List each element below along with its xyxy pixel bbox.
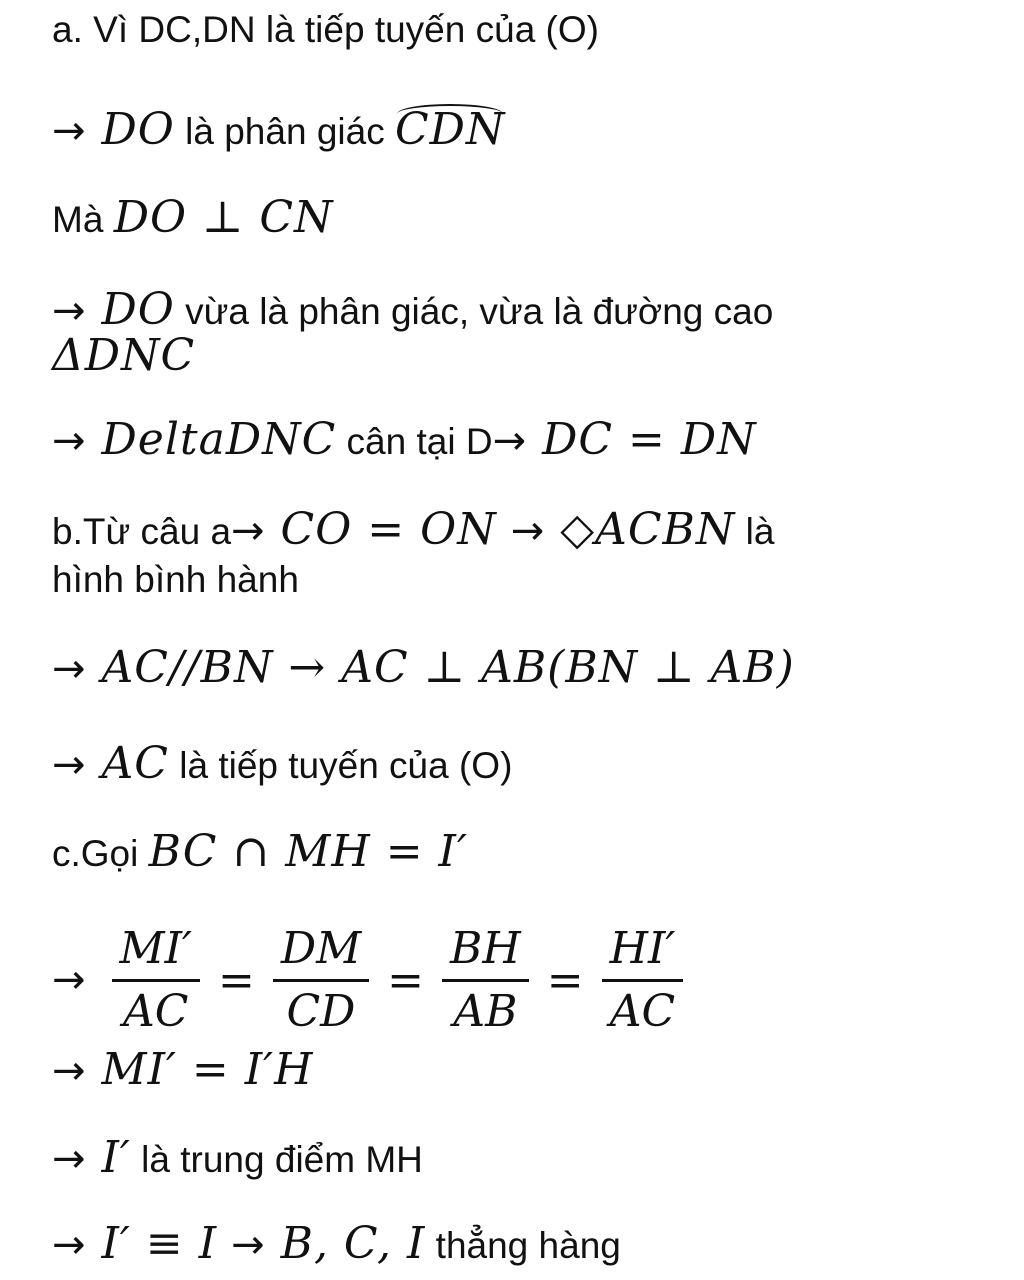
denominator: AB — [453, 985, 518, 1037]
fraction-bar — [442, 979, 529, 982]
line-ac-tangent — [52, 738, 513, 789]
line-parallelogram — [52, 558, 299, 602]
math-do: DO — [101, 284, 175, 335]
math-b-c-i: B, C, I — [280, 1218, 426, 1269]
line-text: a. Vì DC,DN là tiếp tuyến của (O) — [52, 9, 599, 50]
line-bisector-altitude — [52, 284, 774, 335]
line-b-intro — [52, 504, 775, 555]
arrow-icon: → — [52, 957, 86, 1003]
line-collinear — [52, 1218, 621, 1269]
numerator: HI′ — [609, 922, 676, 974]
line-text: vừa là phân giác, vừa là đường cao — [174, 291, 774, 332]
math-i-prime: I′ — [101, 1132, 131, 1183]
denominator: AC — [609, 985, 676, 1037]
line-text: là — [735, 511, 775, 552]
arrow-icon: → — [510, 508, 545, 554]
line-text: hình bình hành — [52, 559, 299, 600]
math-dc-eq-dn: DC = DN — [542, 414, 757, 465]
arrow-icon: → — [52, 108, 86, 154]
denominator: CD — [286, 985, 356, 1037]
arrow-icon: → — [52, 742, 86, 788]
angle-cdn: CDN — [394, 104, 506, 155]
line-triangle-dnc — [52, 330, 196, 381]
math-do-perp-cn: DO ⊥ CN — [113, 192, 334, 243]
math-triangle-dnc: ΔDNC — [52, 330, 196, 381]
line-perpendicular — [52, 192, 334, 243]
arrow-icon: → — [52, 646, 86, 692]
line-text: cân tại D — [336, 421, 493, 462]
line-fraction-equality — [52, 918, 693, 1042]
math-i-equiv-i: I′ ≡ I — [101, 1218, 218, 1269]
numerator: MI′ — [119, 922, 192, 974]
line-mi-eq-ih — [52, 1044, 314, 1095]
math-ac-bn: AC//BN → AC ⊥ AB(BN ⊥ AB) — [101, 642, 795, 693]
fraction-mi-ac — [112, 923, 200, 1038]
arrow-icon: → — [492, 418, 527, 464]
math-bc-cap-mh: BC ∩ MH = I′ — [148, 826, 468, 877]
fraction-bar — [602, 979, 684, 982]
line-text: là trung điểm MH — [130, 1139, 423, 1180]
equals-sign: = — [546, 954, 584, 1006]
line-do-bisector — [52, 104, 506, 155]
fraction-hi-ac — [602, 923, 684, 1038]
arrow-icon: → — [231, 1222, 265, 1268]
equals-sign: = — [217, 954, 255, 1006]
arrow-icon: → — [52, 1222, 86, 1268]
line-text: là phân giác — [174, 111, 395, 152]
line-c-intro — [52, 826, 468, 877]
math-co-eq-on: CO = ON — [280, 504, 497, 555]
arrow-icon: → — [52, 418, 86, 464]
numerator: DM — [280, 922, 362, 974]
line-a-intro — [52, 8, 599, 52]
fraction-bh-ab — [442, 923, 529, 1038]
line-text: c.Gọi — [52, 833, 149, 874]
line-text: thẳng hàng — [425, 1225, 621, 1266]
math-acbn: ◇ACBN — [560, 504, 736, 555]
fraction-dm-cd — [273, 923, 369, 1038]
line-midpoint — [52, 1132, 423, 1183]
fraction-bar — [112, 979, 200, 982]
equals-sign: = — [387, 954, 425, 1006]
line-text: b.Từ câu a — [52, 511, 232, 552]
numerator: BH — [450, 922, 521, 974]
line-text: là tiếp tuyến của (O) — [168, 745, 513, 786]
math-do: DO — [101, 104, 175, 155]
math-delta-dnc: DeltaDNC — [101, 414, 337, 465]
line-text: Mà — [52, 199, 114, 240]
arrow-icon: → — [231, 508, 265, 554]
arrow-icon: → — [52, 1048, 86, 1094]
line-isosceles — [52, 414, 757, 465]
line-ac-parallel-bn — [52, 642, 795, 693]
fraction-bar — [273, 979, 369, 982]
math-mi-eq-ih: MI′ = I′H — [101, 1044, 314, 1095]
math-ac: AC — [101, 738, 169, 789]
arrow-icon: → — [52, 1136, 86, 1182]
denominator: AC — [123, 985, 189, 1037]
arrow-icon: → — [52, 288, 86, 334]
